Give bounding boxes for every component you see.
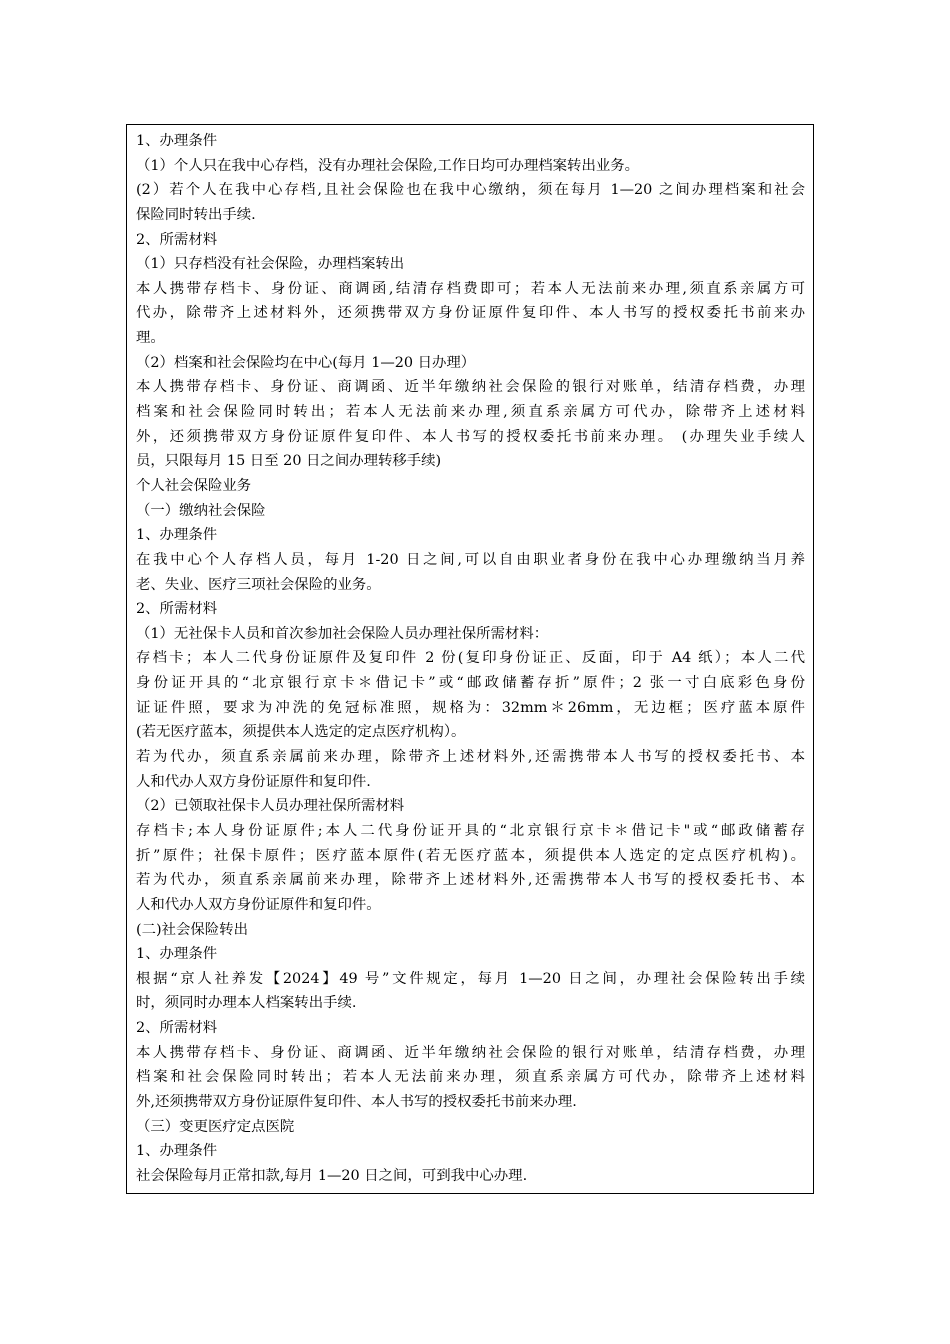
text-line: （2）已领取社保卡人员办理社保所需材料 <box>136 798 405 815</box>
text-line: 个人社会保险业务 <box>136 477 252 494</box>
text-line: （三）变更医疗定点医院 <box>136 1118 295 1135</box>
text-line: (若无医疗蓝本，须提供本人选定的定点医疗机构）。 <box>136 724 466 741</box>
text-line: 身份证开具的“北京银行京卡＊借记卡”或“邮政储蓄存折”原件；2 张一寸白底彩色身份 <box>136 675 805 692</box>
text-line: 在我中心个人存档人员，每月 1-20 日之间,可以自由职业者身份在我中心办理缴纳当月养 <box>136 551 805 568</box>
text-line: 2、所需材料 <box>136 231 218 248</box>
text-line: (二)社会保险转出 <box>136 921 248 938</box>
text-line: 老、失业、医疗三项社会保险的业务。 <box>136 576 381 593</box>
text-line: 存档卡;本人身份证原件;本人二代身份证开具的“北京银行京卡＊借记卡"或“邮政储蓄存 <box>136 822 805 839</box>
text-line: 根据“京人社养发【2024】49 号”文件规定，每月 1—20 日之间，办理社会保险转出手续 <box>136 970 805 987</box>
text-line: 时，须同时办理本人档案转出手续. <box>136 995 357 1012</box>
text-line: 人和代办人双方身份证原件和复印件。 <box>136 896 381 913</box>
text-line: (2）若个人在我中心存档,且社会保险也在我中心缴纳，须在每月 1—20 之间办理档案和社会 <box>136 182 805 199</box>
text-line: 本人携带存档卡、身份证、商调函,结清存档费即可；若本人无法前来办理,须直系亲属方可 <box>136 280 805 297</box>
text-line: （1）个人只在我中心存档，没有办理社会保险,工作日均可办理档案转出业务。 <box>136 157 640 174</box>
text-line: 保险同时转出手续. <box>136 206 256 223</box>
text-line: 本人携带存档卡、身份证、商调函、近半年缴纳社会保险的银行对账单，结清存档费，办理 <box>136 379 805 396</box>
text-line: 档案和社会保险同时转出；若本人无法前来办理,须直系亲属方可代办，除带齐上述材料 <box>136 404 805 421</box>
text-line: 2、所需材料 <box>136 1020 218 1037</box>
text-line: 折”原件；社保卡原件；医疗蓝本原件(若无医疗蓝本，须提供本人选定的定点医疗机构)。 <box>136 847 805 864</box>
text-line: 理。 <box>136 330 165 347</box>
document-text-box <box>126 124 814 1194</box>
text-line: 本人携带存档卡、身份证、商调函、近半年缴纳社会保险的银行对账单，结清存档费，办理 <box>136 1044 805 1061</box>
text-line: 1、办理条件 <box>136 946 218 963</box>
text-line: 代办，除带齐上述材料外，还须携带双方身份证原件复印件、本人书写的授权委托书前来办 <box>136 305 805 322</box>
text-line: 员，只限每月 15 日至 20 日之间办理转移手续) <box>136 453 442 470</box>
text-line: （一）缴纳社会保险 <box>136 502 266 519</box>
text-line: 人和代办人双方身份证原件和复印件. <box>136 773 371 790</box>
text-line: 外,还须携带双方身份证原件复印件、本人书写的授权委托书前来办理. <box>136 1093 577 1110</box>
text-line: 档案和社会保险同时转出；若本人无法前来办理，须直系亲属方可代办，除带齐上述材料 <box>136 1069 805 1086</box>
text-line: 1、办理条件 <box>136 527 218 544</box>
text-line: （1）无社保卡人员和首次参加社会保险人员办理社保所需材料： <box>136 625 549 642</box>
text-line: 若为代办，须直系亲属前来办理，除带齐上述材料外,还需携带本人书写的授权委托书、本 <box>136 749 805 766</box>
text-line: （1）只存档没有社会保险，办理档案转出 <box>136 256 405 273</box>
text-line: 存档卡；本人二代身份证原件及复印件 2 份(复印身份证正、反面，印于 A4 纸）；本人二代 <box>136 650 805 667</box>
text-line: 2、所需材料 <box>136 601 218 618</box>
text-line: 外，还须携带双方身份证原件复印件、本人书写的授权委托书前来办理。 (办理失业手续人 <box>136 428 805 445</box>
text-line: 1、办理条件 <box>136 1143 218 1160</box>
text-line: 社会保险每月正常扣款,每月 1—20 日之间，可到我中心办理. <box>136 1167 528 1184</box>
text-line: （2）档案和社会保险均在中心(每月 1—20 日办理） <box>136 354 476 371</box>
text-line: 1、办理条件 <box>136 133 218 149</box>
text-line: 证证件照，要求为冲洗的免冠标准照，规格为：32mm＊26mm，无边框；医疗蓝本原件 <box>136 699 805 716</box>
text-line: 若为代办，须直系亲属前来办理，除带齐上述材料外,还需携带本人书写的授权委托书、本 <box>136 872 805 889</box>
